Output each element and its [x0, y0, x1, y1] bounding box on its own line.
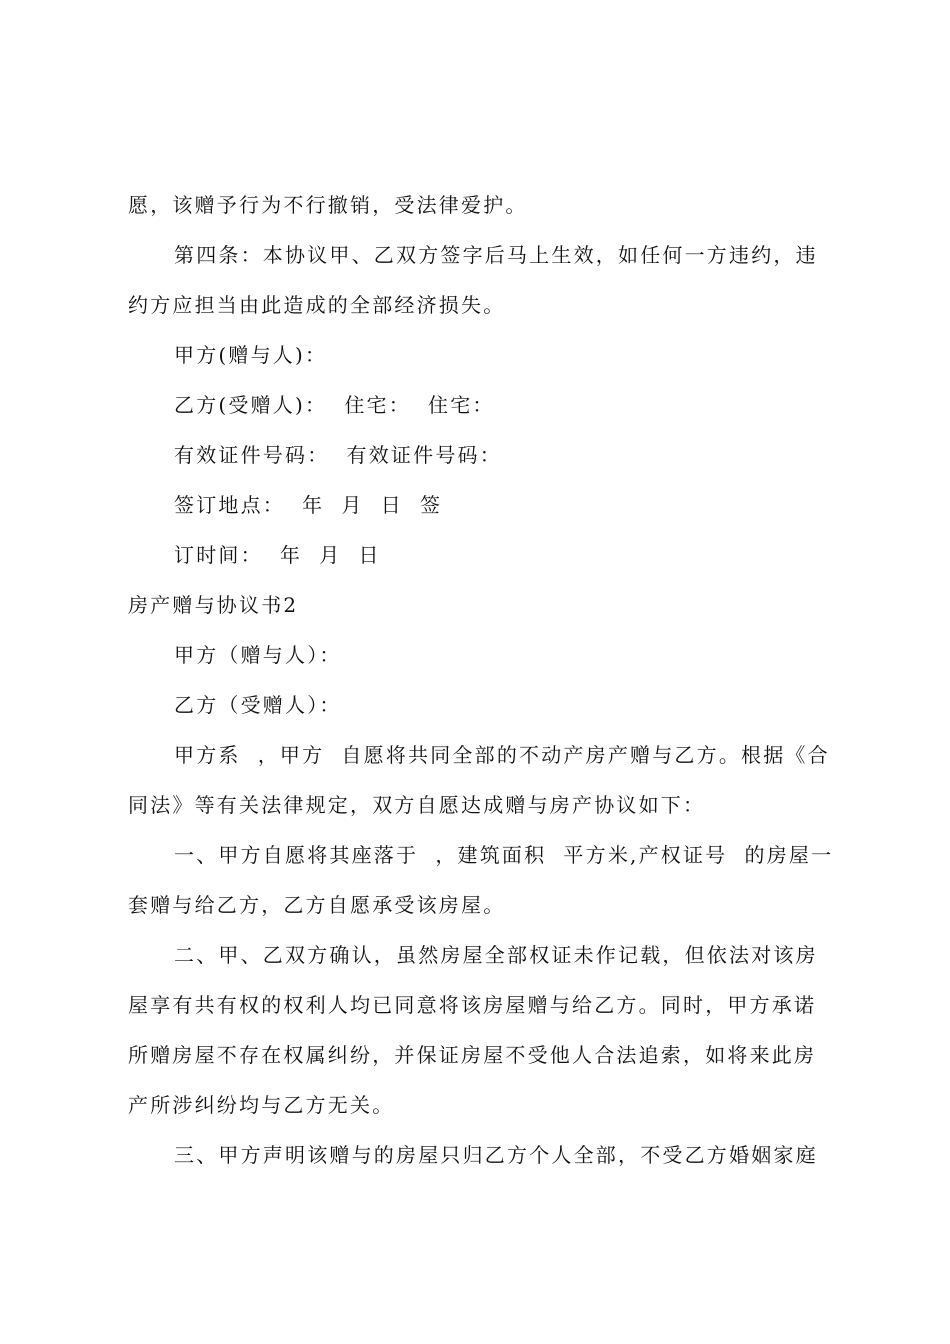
party-b-label: 乙方（受赠人）： — [174, 693, 342, 717]
paragraph-line: 套赠与给乙方，乙方自愿承受该房屋。 — [128, 893, 506, 917]
paragraph-line: 屋享有共有权的权利人均已同意将该房屋赠与给乙方。同时，甲方承诺 — [128, 993, 817, 1017]
paragraph-line: 三、甲方声明该赠与的房屋只归乙方个人全部，不受乙方婚姻家庭 — [174, 1143, 818, 1167]
party-b-label: 乙方(受赠人)： 住宅： 住宅： — [174, 393, 495, 417]
paragraph-line: 产所涉纠纷均与乙方无关。 — [128, 1093, 395, 1117]
id-number-label: 有效证件号码： 有效证件号码： — [174, 443, 502, 467]
paragraph-line: 甲方系 ，甲方 自愿将共同全部的不动产房产赠与乙方。根据《合 — [174, 743, 830, 767]
signing-time-label: 订时间： 年 月 日 — [174, 543, 381, 567]
paragraph-line: 一、甲方自愿将其座落于 ，建筑面积 平方米,产权证号 的房屋一 — [174, 843, 834, 867]
paragraph-line: 约方应担当由此造成的全部经济损失。 — [128, 293, 506, 317]
party-a-label: 甲方(赠与人)： — [174, 343, 328, 367]
paragraph-line: 同法》等有关法律规定，双方自愿达成赠与房产协议如下： — [128, 793, 706, 817]
signing-place-label: 签订地点： 年 月 日 签 — [174, 493, 443, 517]
paragraph-line: 二、甲、乙双方确认，虽然房屋全部权证未作记载，但依法对该房 — [174, 943, 818, 967]
paragraph-line: 所赠房屋不存在权属纠纷，并保证房屋不受他人合法追索，如将来此房 — [128, 1043, 817, 1067]
paragraph-line: 第四条：本协议甲、乙双方签字后马上生效，如任何一方违约，违 — [174, 243, 818, 267]
party-a-label: 甲方（赠与人）： — [174, 643, 342, 667]
section-title: 房产赠与协议书2 — [128, 593, 299, 617]
paragraph-line: 愿，该赠予行为不行撤销，受法律爱护。 — [128, 193, 528, 217]
